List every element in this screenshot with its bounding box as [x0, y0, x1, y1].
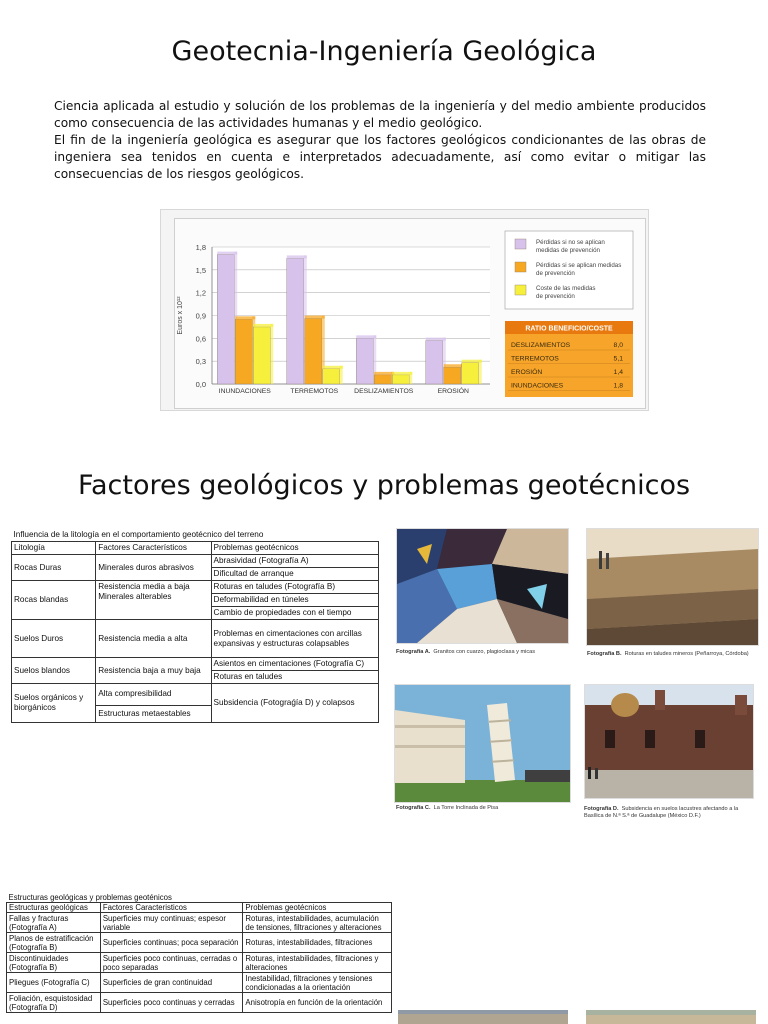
x-tick-label: DESLIZAMIENTOS [354, 388, 414, 395]
bar-side [479, 360, 482, 384]
table-cell: Anisotropía en función de la orientación [243, 993, 392, 1013]
table-cell: Deformabilidad en túneles [211, 594, 378, 607]
header-cell: Litología [12, 542, 96, 555]
table-cell: Rocas blandas [12, 581, 96, 620]
legend-label: Pérdidas si no se aplican medidas de prevención [536, 239, 605, 254]
table-cell-line: Resistencia media a baja [98, 582, 190, 591]
bar [444, 367, 461, 384]
x-tick-label: TERREMOTOS [290, 388, 339, 395]
legend-swatch [515, 285, 526, 295]
table-row [7, 913, 392, 933]
ratio-table [505, 321, 633, 397]
table-cell: Superficies poco continuas, cerradas o poco separadas [100, 953, 243, 973]
bar [305, 319, 322, 384]
page-title: Geotecnia-Ingeniería Geológica [171, 36, 597, 67]
table-header-row [7, 903, 392, 913]
table-cell: Rocas Duras [12, 555, 96, 581]
table-cell-line: Estructuras metaestables [98, 709, 191, 718]
table-cell: Suelos blandos [12, 658, 96, 684]
ratio-row-label: EROSIÓN [511, 369, 543, 376]
table-row [12, 555, 379, 568]
y-tick-label: 1,5 [195, 265, 206, 275]
intro-paragraph-1: Ciencia aplicada al estudio y solución de los problemas de la ingeniería y del medio ambiente producidos como consecuencia de las actividades humanas y el medio geológico. [54, 99, 706, 130]
bar [235, 319, 252, 384]
table-row [12, 581, 379, 594]
bar [217, 255, 234, 384]
table-cell-line: Alta compresibilidad [96, 684, 210, 706]
prevention-cost-chart [160, 209, 647, 409]
intro-text [54, 98, 706, 183]
bar [323, 369, 340, 384]
structures-table [6, 893, 392, 1013]
y-tick-label: 0,3 [195, 357, 206, 367]
photo-d-basilica [584, 684, 754, 799]
ratio-row-label: INUNDACIONES [511, 382, 564, 390]
photo-strip-right [586, 1010, 756, 1024]
table-cell: Pliegues (Fotografía C) [7, 973, 101, 993]
bar-top [235, 316, 255, 319]
photo-c-caption [396, 805, 570, 812]
table-cell [96, 581, 211, 620]
table-cell: Suelos orgánicos y biorgánicos [12, 684, 96, 723]
photo-d-caption [584, 806, 756, 820]
y-tick-label: 1,2 [195, 288, 206, 298]
table-cell: Subsidencia (Fotograǵía D) y colapsos [211, 684, 378, 723]
bar-top [374, 372, 394, 375]
y-tick-label: 0,6 [195, 334, 206, 344]
table-cell: Fallas y fracturas (Fotografía A) [7, 913, 101, 933]
bar-side [270, 324, 273, 384]
bar [374, 375, 391, 384]
table-cell: Planos de estratificación (Fotografía B) [7, 933, 101, 953]
header-cell: Problemas geotécnicos [211, 542, 378, 555]
table-cell: Resistencia baja a muy baja [96, 658, 211, 684]
photo-a-granite [396, 528, 569, 644]
header-cell: Factores Caracteristicos [100, 903, 243, 913]
ratio-row-value: 5,1 [613, 355, 623, 363]
x-tick-label: INUNDACIONES [218, 388, 271, 395]
table-cell: Superficies muy continuas; espesor variable [100, 913, 243, 933]
table-cell [96, 684, 211, 723]
photo-c-label: Fotografía C. [396, 805, 431, 811]
x-tick-label: EROSIÓN [437, 388, 469, 395]
table-cell: Cambio de propiedades con el tiempo [211, 607, 378, 620]
photo-d-label: Fotografía D. [584, 806, 619, 812]
chart-plot [177, 243, 490, 395]
bar-top [444, 364, 464, 367]
bar [462, 363, 479, 384]
table-row [7, 973, 392, 993]
bar-top [287, 255, 307, 258]
bar-top [462, 360, 482, 363]
bar-top [392, 372, 412, 375]
photo-a-text: Granitos con cuarzo, plagioclasa y micas [433, 649, 536, 655]
table-cell: Roturas, intestabilidades, acumulación de tensiones, filtraciones y alteraciones [243, 913, 392, 933]
table-cell: Discontinuidades (Fotografía B) [7, 953, 101, 973]
bar [253, 327, 270, 384]
table-cell: Asientos en cimentaciones (Fotografía C) [211, 658, 378, 671]
header-cell: Problemas geotécnicos [243, 903, 392, 913]
table-row [12, 620, 379, 658]
ratio-row-value: 1,4 [613, 369, 623, 376]
bar [356, 338, 373, 384]
table-cell: Roturas, intestabilidades, filtraciones y alteraciones [243, 953, 392, 973]
table-row [12, 658, 379, 671]
lithology-table [11, 529, 379, 723]
table-cell: Inestabilidad, filtraciones y tensiones condicionadas a la orientación [243, 973, 392, 993]
legend-swatch [515, 239, 526, 249]
ratio-row-label: DESLIZAMIENTOS [511, 342, 571, 349]
chart-legend [505, 231, 633, 309]
table-row [12, 684, 379, 723]
bar-top [305, 316, 325, 319]
table-cell: Roturas, intestabilidades, filtraciones [243, 933, 392, 953]
y-axis-label: Euros x 10¹² [177, 296, 184, 335]
table-cell: Superficies poco continuas y cerradas [100, 993, 243, 1013]
table-cell: Minerales duros abrasivos [96, 555, 211, 581]
table-cell: Roturas en taludes (Fotografía B) [211, 581, 378, 594]
header-cell: Estructuras geológicas [7, 903, 101, 913]
photo-a-caption [396, 649, 568, 656]
bar-top [323, 366, 343, 369]
ratio-table-title: RATIO BENEFICIO/COSTE [525, 325, 613, 333]
table-row [7, 953, 392, 973]
table-cell: Superficies continuas; poca separación [100, 933, 243, 953]
table-cell: Suelos Duros [12, 620, 96, 658]
table-row [7, 993, 392, 1013]
photo-b-caption [587, 651, 759, 658]
photo-a-label: Fotografía A. [396, 649, 431, 655]
table-header-row [12, 542, 379, 555]
table-cell: Resistencia media a alta [96, 620, 211, 658]
table-row [7, 933, 392, 953]
bar-top [217, 252, 237, 255]
photo-d-text: Subsidencia en suelos lacustres afectando a la Basílica de N.ª S.ª de Guadalupe (México D.F.) [584, 806, 739, 819]
legend-label: Coste de las medidas de prevención [536, 285, 596, 300]
photo-b-label: Fotografía B. [587, 651, 622, 657]
bar-top [426, 338, 446, 341]
photo-b-slope [586, 528, 759, 646]
table-cell: Abrasividad (Fotografía A) [211, 555, 378, 568]
photo-c-text: La Torre Inclinada de Pisa [433, 805, 499, 811]
y-tick-label: 0,0 [195, 380, 206, 389]
bar [392, 375, 409, 384]
table-cell: Foliación, esquistosidad (Fotografía D) [7, 993, 101, 1013]
ratio-row-value: 1,8 [613, 382, 623, 390]
section-title: Factores geológicos y problemas geotécnicos [77, 470, 691, 501]
y-tick-label: 0,9 [195, 311, 206, 321]
intro-paragraph-2: El fin de la ingeniería geológica es asegurar que los factores geológicos condicionantes de las obras de ingeniera sea tenidos en cuenta e interpretados adecuadamente, así como evitar o mitigar las consecuencias de los riesgos geológicos. [54, 133, 706, 181]
table-cell: Problemas en cimentaciones con arcillas expansivas y estructuras colapsables [211, 620, 378, 658]
bar-top [356, 335, 376, 338]
photo-c-pisa-tower [394, 684, 571, 803]
table-cell: Roturas en taludes [211, 671, 378, 684]
header-cell: Factores Característicos [96, 542, 211, 555]
ratio-row-label: TERREMOTOS [511, 355, 559, 363]
table-cell: Superficies de gran continuidad [100, 973, 243, 993]
y-tick-label: 1,8 [195, 243, 206, 252]
bar-top [253, 324, 273, 327]
photo-strip-left [398, 1010, 568, 1024]
table-caption: Influencia de la litología en el comportamiento geotécnico del terreno [12, 529, 379, 542]
bar [287, 258, 304, 384]
table-cell: Dificultad de arranque [211, 568, 378, 581]
bar [426, 341, 443, 384]
table-cell-line: Minerales alterables [98, 592, 172, 601]
ratio-row-value: 8,0 [613, 342, 623, 349]
table-caption: Estructuras geológicas y problemas geoténicos [7, 893, 392, 903]
legend-label: Pérdidas si se aplican medidas de prevención [536, 262, 622, 277]
photo-b-text: Roturas en taludes mineros (Peñarroya, Córdoba) [624, 651, 749, 657]
legend-swatch [515, 262, 526, 272]
